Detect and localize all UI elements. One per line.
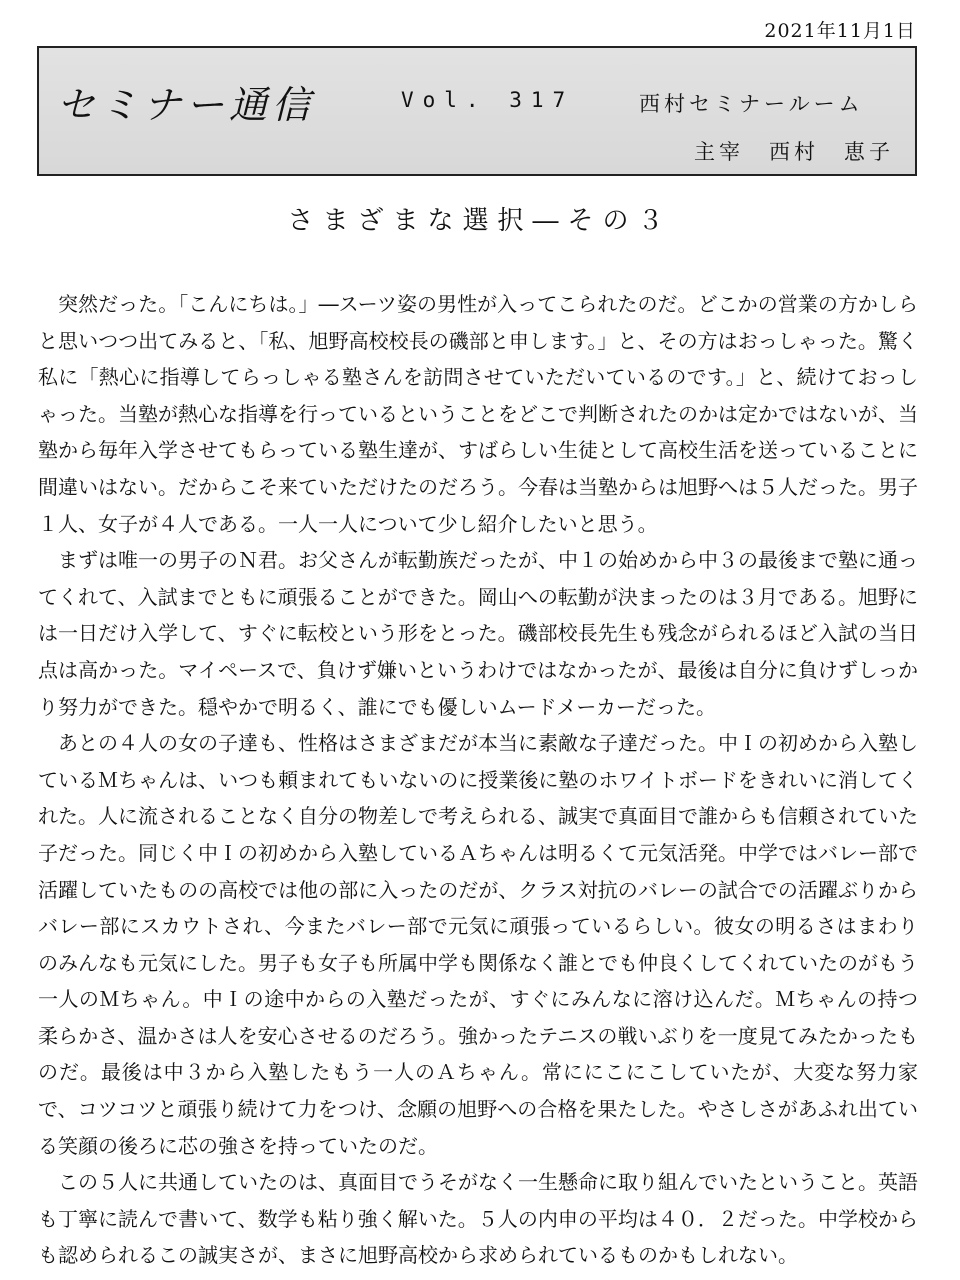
article-body: [38, 286, 918, 1274]
editor-name: 主宰 西村 恵子: [694, 140, 894, 164]
paragraph: この５人に共通していたのは、真面目でうそがなく一生懸命に取り組んでいたということ。英語も丁寧に読んで書いて、数学も粘り強く解いた。５人の内申の平均は４０．２だった。中学校からも認められるこの誠実さが、まさに旭野高校から求められているものかもしれない。: [38, 1170, 918, 1268]
newsletter-title: セミナー通信: [57, 83, 316, 127]
issue-date: 2021年11月1日: [764, 20, 916, 42]
article-title: さまざまな選択―その３: [287, 206, 673, 236]
newsletter-header: [37, 46, 917, 176]
volume-number: Vol. 317: [401, 88, 575, 112]
organization-name: 西村セミナールーム: [639, 92, 864, 116]
paragraph: 突然だった。「こんにちは。」―スーツ姿の男性が入ってこられたのだ。どこかの営業の方かしらと思いつつ出てみると、「私、旭野高校校長の磯部と申します。」と、その方はおっしゃった。驚く私に「熱心に指導してらっしゃる塾さんを訪問させていただいているのです。」と、続けておっしゃった。当塾が熱心な指導を行っているということをどこで判断されたのかは定かではないが、当塾から毎年入学させてもらっている塾生達が、すばらしい生徒として高校生活を送っていることに間違いはない。だからこそ来ていただけたのだろう。今春は当塾からは旭野へは５人だった。男子１人、女子が４人である。一人一人について少し紹介したいと思う。: [38, 292, 918, 536]
paragraph: まずは唯一の男子のＮ君。お父さんが転勤族だったが、中１の始めから中３の最後まで塾に通ってくれて、入試までともに頑張ることができた。岡山への転勤が決まったのは３月である。旭野には一日だけ入学して、すぐに転校という形をとった。磯部校長先生も残念がられるほど入試の当日点は高かった。マイペースで、負けず嫌いというわけではなかったが、最後は自分に負けずしっかり努力ができた。穏やかで明るく、誰にでも優しいムードメーカーだった。: [38, 548, 918, 719]
paragraph: あとの４人の女の子達も、性格はさまざまだが本当に素敵な子達だった。中Ｉの初めから入塾しているＭちゃんは、いつも頼まれてもいないのに授業後に塾のホワイトボードをきれいに消してくれた。人に流されることなく自分の物差しで考えられる、誠実で真面目で誰からも信頼されていた子だった。同じく中Ｉの初めから入塾しているＡちゃんは明るくて元気活発。中学ではバレー部で活躍していたものの高校では他の部に入ったのだが、クラス対抗のバレーの試合での活躍ぶりからバレー部にスカウトされ、今またバレー部で元気に頑張っているらしい。彼女の明るさはまわりのみんなも元気にした。男子も女子も所属中学も関係なく誰とでも仲良くしてくれていたのがもう一人のＭちゃん。中Ｉの途中からの入塾だったが、すぐにみんなに溶け込んだ。Ｍちゃんの持つ柔らかさ、温かさは人を安心させるのだろう。強かったテニスの戦いぶりを一度見てみたかったものだ。最後は中３から入塾したもう一人のＡちゃん。常ににこにこしていたが、大変な努力家で、コツコツと頑張り続けて力をつけ、念願の旭野への合格を果たした。やさしさがあふれ出ている笑顔の後ろに芯の強さを持っていたのだ。: [38, 731, 918, 1158]
